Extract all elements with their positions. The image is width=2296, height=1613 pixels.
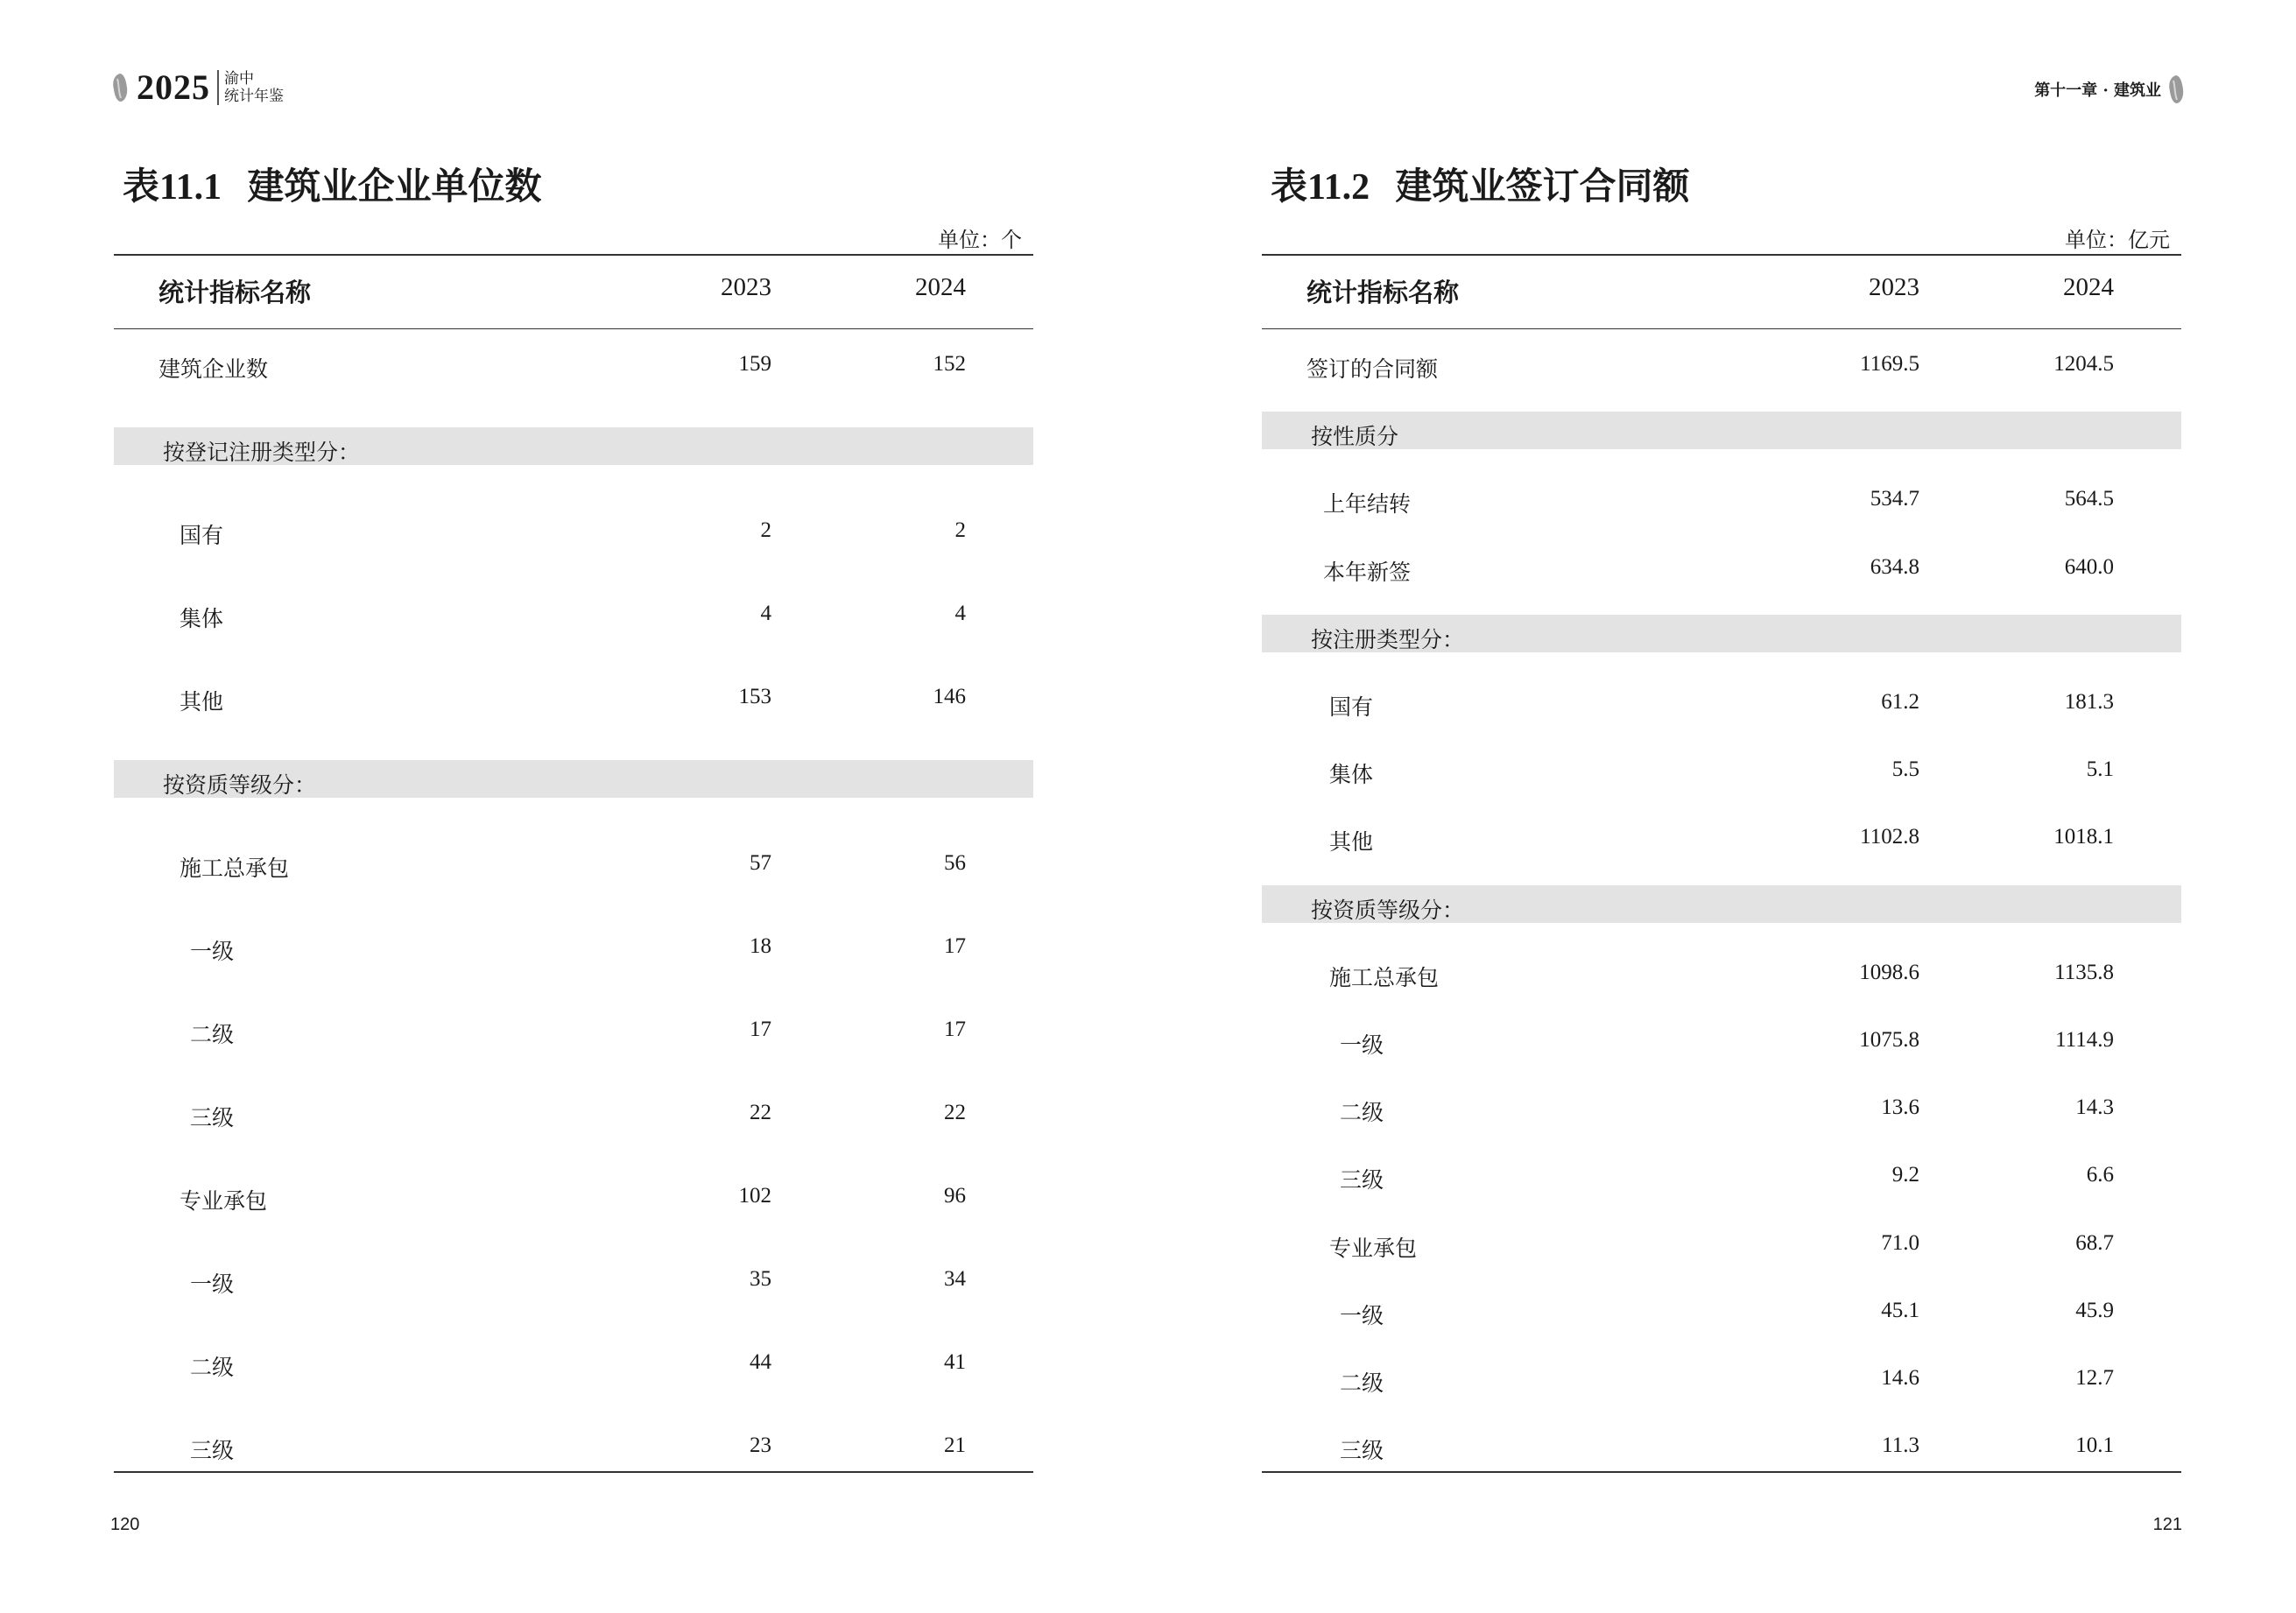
table-title	[123, 158, 541, 210]
value-2024: 4	[954, 602, 966, 625]
group-label: 按登记注册类型分：	[163, 440, 361, 465]
row-label: 国有	[180, 523, 224, 548]
value-2023: 45.1	[1881, 1298, 1919, 1322]
running-header-left	[110, 67, 284, 107]
row-label: 签订的合同额	[1306, 356, 1439, 382]
table-title-text: 建筑业企业单位数	[247, 165, 542, 208]
table-bottom-rule	[114, 1471, 1033, 1473]
value-2024: 96	[944, 1184, 966, 1208]
value-2023: 5.5	[1891, 757, 1919, 782]
row-label: 施工总承包	[180, 856, 290, 881]
row-label: 集体	[180, 606, 224, 631]
row-label: 上年结转	[1323, 491, 1412, 518]
value-2024: 1018.1	[2053, 825, 2114, 849]
value-2023: 23	[750, 1433, 771, 1457]
value-2023: 13.6	[1881, 1095, 1919, 1120]
row-label: 二级	[190, 1022, 235, 1047]
value-2023: 159	[738, 352, 771, 376]
value-2024: 1135.8	[2054, 960, 2114, 984]
value-2023: 9.2	[1891, 1163, 1919, 1187]
value-2023: 1075.8	[1859, 1028, 1919, 1052]
value-2024: 68.7	[2075, 1230, 2114, 1255]
header-rule	[114, 328, 1033, 329]
value-2023: 153	[738, 685, 771, 708]
row-label: 专业承包	[1329, 1235, 1418, 1261]
value-2024: 152	[933, 352, 966, 376]
row-label: 三级	[1340, 1438, 1384, 1464]
value-2024: 41	[944, 1350, 966, 1374]
value-2024: 564.5	[2064, 487, 2114, 511]
value-2024: 45.9	[2075, 1298, 2114, 1322]
group-label: 按资质等级分：	[163, 772, 317, 798]
row-label: 一级	[1340, 1032, 1384, 1058]
value-2024: 640.0	[2064, 554, 2114, 579]
row-label: 集体	[1329, 762, 1374, 788]
value-2023: 534.7	[1870, 487, 1919, 511]
value-2024: 17	[944, 934, 966, 958]
row-label: 国有	[1329, 694, 1374, 720]
yearbook-logo-icon	[2166, 74, 2186, 105]
value-2024: 21	[944, 1433, 966, 1457]
value-2023: 18	[750, 934, 771, 958]
yearbook-logo-icon	[110, 72, 130, 103]
page-number: 121	[2152, 1515, 2182, 1534]
row-label: 一级	[190, 1271, 235, 1297]
value-2024: 181.3	[2064, 690, 2114, 714]
value-2023: 17	[750, 1018, 771, 1041]
value-2024: 5.1	[2086, 757, 2114, 782]
header-indicator-name: 统计指标名称	[158, 278, 312, 307]
header-indicator-name: 统计指标名称	[1306, 278, 1460, 307]
value-2023: 634.8	[1870, 554, 1919, 579]
row-label: 二级	[1340, 1100, 1384, 1126]
yearbook-name-line2: 统计年鉴	[224, 88, 284, 105]
value-2024: 56	[944, 851, 966, 875]
header-separator	[217, 70, 219, 105]
value-2024: 22	[944, 1101, 966, 1124]
table-number: 表11.1	[123, 167, 222, 208]
header-year-2024: 2024	[2063, 273, 2114, 301]
value-2023: 71.0	[1881, 1230, 1919, 1255]
value-2023: 1102.8	[1860, 825, 1919, 849]
yearbook-name	[224, 70, 284, 105]
right-page	[1148, 0, 2296, 1613]
table-unit: 单位：个	[938, 228, 1022, 252]
table-bottom-rule	[1262, 1471, 2181, 1473]
value-2024: 12.7	[2075, 1366, 2114, 1390]
value-2024: 2	[954, 518, 966, 542]
value-2023: 11.3	[1882, 1433, 1919, 1458]
row-label: 一级	[1340, 1302, 1384, 1328]
group-band	[1262, 412, 2181, 449]
value-2023: 61.2	[1881, 690, 1919, 714]
row-label: 二级	[1340, 1370, 1384, 1396]
table-title-text: 建筑业签订合同额	[1395, 165, 1690, 208]
group-label: 按性质分	[1311, 424, 1399, 450]
value-2024: 1114.9	[2055, 1028, 2114, 1052]
value-2023: 22	[750, 1101, 771, 1124]
row-label: 三级	[1340, 1167, 1384, 1194]
yearbook-year: 2025	[137, 67, 210, 107]
table-title	[1271, 158, 1689, 210]
page-number: 120	[110, 1515, 140, 1534]
row-label: 建筑企业数	[158, 356, 269, 382]
running-header-right	[2034, 74, 2186, 105]
value-2023: 102	[738, 1184, 771, 1208]
header-year-2024: 2024	[915, 273, 966, 301]
group-label: 按资质等级分：	[1311, 897, 1465, 923]
value-2023: 1169.5	[1860, 352, 1919, 376]
value-2023: 1098.6	[1859, 960, 1919, 984]
header-year-2023: 2023	[721, 273, 771, 301]
row-label: 其他	[180, 689, 224, 715]
row-label: 施工总承包	[1329, 964, 1440, 990]
value-2023: 44	[750, 1350, 771, 1374]
row-label: 本年新签	[1323, 559, 1412, 585]
row-label: 其他	[1329, 829, 1374, 856]
header-rule	[1262, 328, 2181, 329]
table-number: 表11.2	[1271, 167, 1370, 208]
value-2023: 14.6	[1881, 1366, 1919, 1390]
value-2023: 57	[750, 851, 771, 875]
table-unit: 单位：亿元	[2065, 228, 2170, 252]
value-2024: 14.3	[2075, 1095, 2114, 1120]
group-label: 按注册类型分：	[1311, 626, 1465, 652]
header-year-2023: 2023	[1869, 273, 1919, 301]
value-2024: 17	[944, 1018, 966, 1041]
row-label: 三级	[190, 1105, 235, 1131]
value-2024: 1204.5	[2053, 352, 2114, 376]
table-top-rule	[1262, 254, 2181, 256]
table-top-rule	[114, 254, 1033, 256]
value-2023: 4	[760, 602, 771, 625]
row-label: 二级	[190, 1355, 235, 1380]
value-2024: 10.1	[2075, 1433, 2114, 1458]
row-label: 专业承包	[180, 1188, 268, 1214]
row-label: 一级	[190, 939, 235, 964]
value-2024: 34	[944, 1267, 966, 1291]
value-2024: 146	[933, 685, 966, 708]
yearbook-name-line1: 渝中	[224, 70, 254, 88]
value-2024: 6.6	[2086, 1163, 2114, 1187]
row-label: 三级	[190, 1438, 235, 1463]
value-2023: 2	[760, 518, 771, 542]
chapter-label: 第十一章 · 建筑业	[2034, 81, 2161, 100]
value-2023: 35	[750, 1267, 771, 1291]
